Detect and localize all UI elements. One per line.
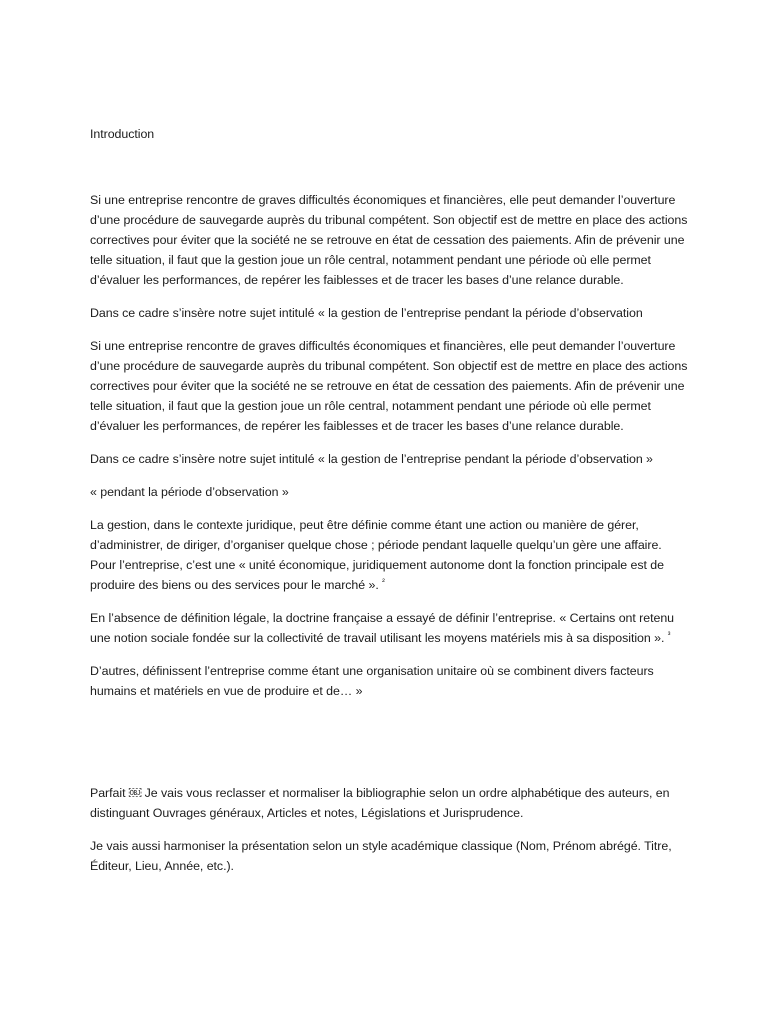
paragraph-7-text: En l’absence de définition légale, la doctrine française a essayé de définir l’entreprise. « Certains ont retenu une notion sociale fondée sur la collectivité de travail utilisant les moyens matériels mis à sa disposition ». <box>90 611 674 645</box>
document-page <box>90 124 690 889</box>
closing-paragraph-2: Je vais aussi harmoniser la présentation selon un style académique classique (Nom, Prénom abrégé. Titre, Éditeur, Lieu, Année, etc.). <box>90 839 672 873</box>
paragraph-8: D’autres, définissent l’entreprise comme étant une organisation unitaire où se combinent divers facteurs humains et matériels en vue de produire et de… » <box>90 664 654 698</box>
paragraph-5: « pendant la période d’observation » <box>90 485 289 499</box>
paragraph-1: Si une entreprise rencontre de graves difficultés économiques et financières, elle peut demander l’ouverture d’une procédure de sauvegarde auprès du tribunal compétent. Son objectif est de mettre en place des actions correctives pour éviter que la société ne se retrouve en état de cessation des paiements. Afin de prévenir une telle situation, il faut que la gestion joue un rôle central, notamment pendant une période où elle permet d’évaluer les performances, de repérer les faiblesses et de tracer les bases d’une relance durable. <box>90 193 688 287</box>
paragraph-2: Dans ce cadre s’insère notre sujet intitulé « la gestion de l’entreprise pendant la période d’observation <box>90 306 643 320</box>
paragraph-6-text: La gestion, dans le contexte juridique, peut être définie comme étant une action ou manière de gérer, d’administrer, de diriger, d’organiser quelque chose ; période pendant laquelle quelqu’un gère une affaire. Pour l’entreprise, c’est une « unité économique, juridiquement autonome dont la fonction principale est de produire des biens ou des services pour le marché ». <box>90 518 664 592</box>
closing-paragraph-1: Parfait ￼ Je vais vous reclasser et normaliser la bibliographie selon un ordre alphabétique des auteurs, en distinguant Ouvrages généraux, Articles et notes, Législations et Jurisprudence. <box>90 786 670 820</box>
footnote-marker-3: ³ <box>667 629 671 639</box>
blank-space <box>90 714 690 783</box>
paragraph-4: Dans ce cadre s’insère notre sujet intitulé « la gestion de l’entreprise pendant la période d’observation » <box>90 452 653 466</box>
paragraph-6 <box>90 515 690 595</box>
paragraph-3: Si une entreprise rencontre de graves difficultés économiques et financières, elle peut demander l’ouverture d’une procédure de sauvegarde auprès du tribunal compétent. Son objectif est de mettre en place des actions correctives pour éviter que la société ne se retrouve en état de cessation des paiements. Afin de prévenir une telle situation, il faut que la gestion joue un rôle central, notamment pendant une période où elle permet d’évaluer les performances, de repérer les faiblesses et de tracer les bases d’une relance durable. <box>90 339 688 433</box>
document-heading: Introduction <box>90 127 155 141</box>
footnote-marker-2: ² <box>382 576 385 586</box>
paragraph-7 <box>90 608 690 648</box>
